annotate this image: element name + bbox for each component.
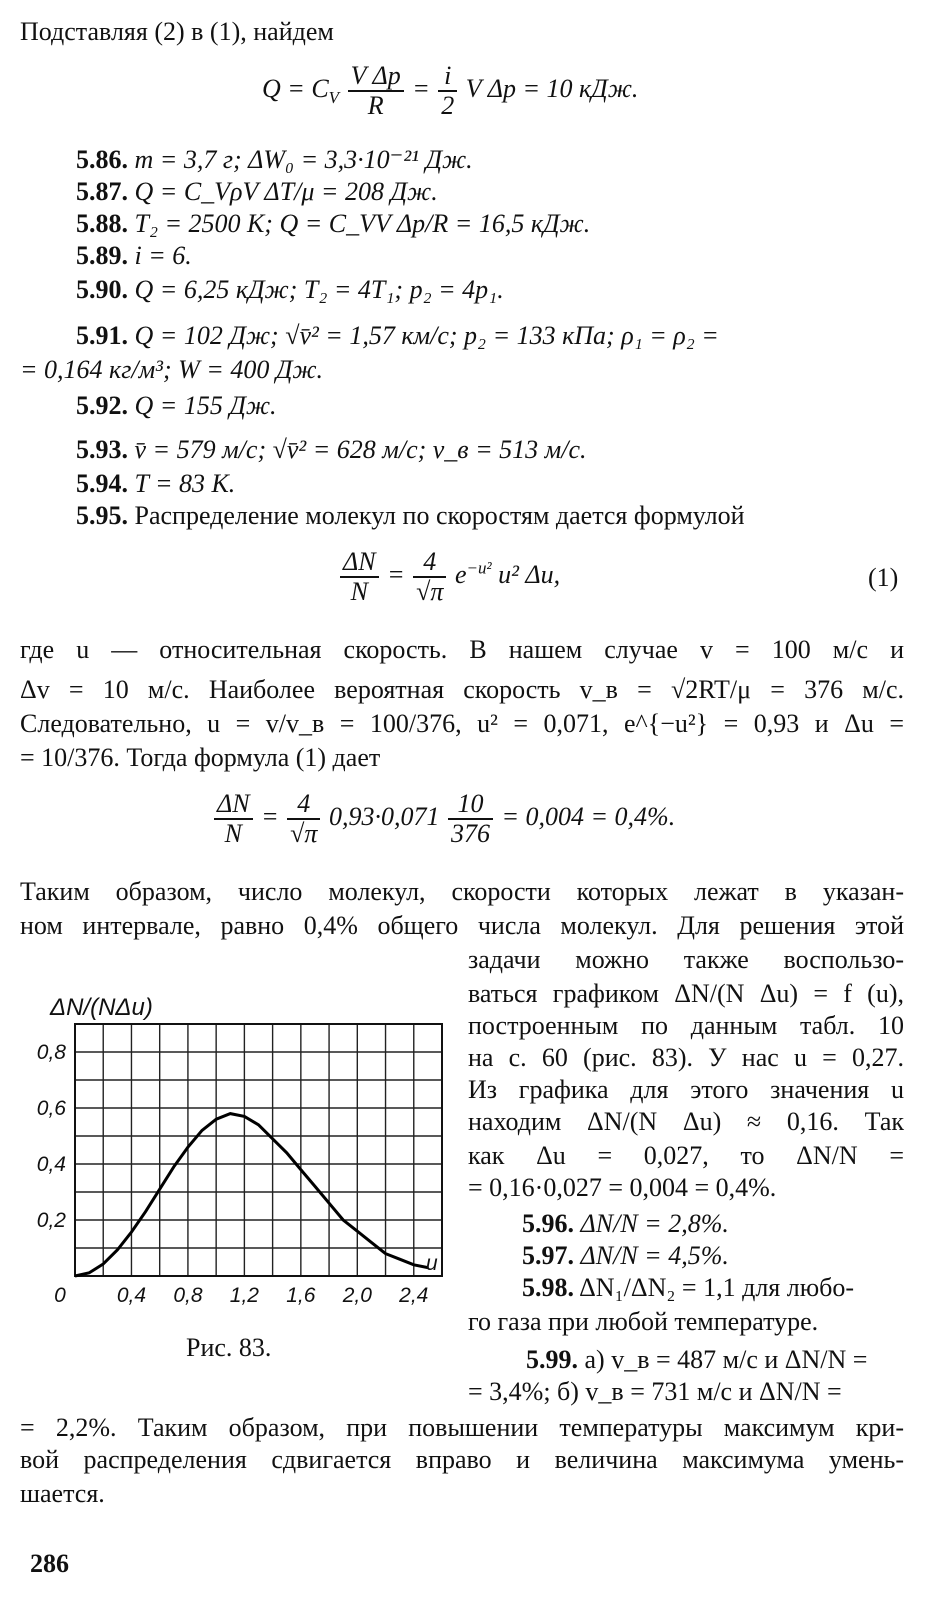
right-line-6: находим ΔN/(N Δu) ≈ 0,16. Так <box>468 1107 904 1136</box>
answer-text: Q = 155 Дж. <box>134 391 277 420</box>
answer-number: 5.90. <box>76 275 128 304</box>
equation-2: $\frac{\Delta N}{N}$ = $\frac{4}{√\pi}$ 0,93·0,071 $\frac{10}{376}$ = 0,004 = 0,4%. <box>212 790 675 848</box>
answer-5-94 <box>76 468 235 500</box>
answer-5-92 <box>76 390 277 422</box>
y-tick-label: 0,6 <box>36 1097 66 1120</box>
right-line-8: = 0,16·0,027 = 0,004 = 0,4%. <box>468 1173 777 1202</box>
answer-number: 5.87. <box>76 177 128 206</box>
answer-5-88 <box>76 208 590 240</box>
answer-5-91-cont: = 0,164 кг/м³; W = 400 Дж. <box>20 355 324 384</box>
eq2-lhs <box>214 790 253 848</box>
eq-lhs-sub: V <box>328 88 340 108</box>
eq2-rhs: = 0,004 = 0,4%. <box>501 801 676 831</box>
eq1-exp-base: e <box>454 559 467 589</box>
x-tick-label: 0 <box>54 1284 66 1307</box>
answer-text: m = 3,7 г; ΔW₀ = 3,3·10⁻²¹ Дж. <box>134 145 473 174</box>
eq1-lhs <box>340 548 379 606</box>
answer-text: Q = 102 Дж; √v̄² = 1,57 км/с; p₂ = 133 кПа; ρ₁ = ρ₂ = <box>134 321 719 350</box>
x-tick-label: 2,0 <box>342 1284 372 1307</box>
answer-5-95 <box>76 500 745 532</box>
y-tick-label: 0,8 <box>36 1041 66 1064</box>
answer-5-87 <box>76 176 438 208</box>
right-line-9: го газа при любой температуре. <box>468 1307 819 1336</box>
answer-text: T₂ = 2500 К; Q = C_VV Δp/R = 16,5 кДж. <box>134 209 591 238</box>
eq-frac-1-den: R <box>367 91 384 120</box>
right-line-7: как Δu = 0,027, то ΔN/N = <box>468 1141 904 1170</box>
y-tick-label: 0,2 <box>36 1209 66 1232</box>
answer-number: 5.88. <box>76 209 128 238</box>
eq2-coef-num: 4 <box>287 790 320 820</box>
equation-q <box>262 62 638 120</box>
eq-rhs: V Δp = 10 кДж. <box>465 73 639 103</box>
equation-1-tag: (1) <box>868 563 899 592</box>
answer-5-97 <box>522 1240 729 1272</box>
answer-5-89 <box>76 240 192 272</box>
distribution-curve <box>75 1114 428 1276</box>
answer-number: 5.86. <box>76 145 128 174</box>
chart-y-label: ΔN/(NΔu) <box>50 994 153 1021</box>
answer-5-98 <box>522 1272 854 1304</box>
answer-5-86 <box>76 144 473 176</box>
right-line-3: построенным по данным табл. 10 <box>468 1011 904 1040</box>
figure-caption: Рис. 83. <box>186 1333 272 1362</box>
eq1-lhs-den: N <box>350 577 368 606</box>
eq1-coef-num: 4 <box>413 548 446 578</box>
eq2-frac-den: 376 <box>450 819 490 848</box>
eq1-lhs-num: ΔN <box>340 548 379 578</box>
right-line-5: Из графика для этого значения u <box>468 1075 904 1104</box>
para3-line3: шается. <box>20 1479 105 1508</box>
eq-equals: = <box>412 73 430 103</box>
y-tick-label: 0,4 <box>36 1153 66 1176</box>
eq-frac-2-den: 2 <box>441 91 455 120</box>
eq2-lhs-den: N <box>224 819 242 848</box>
eq2-lhs-num: ΔN <box>214 790 253 820</box>
answer-text: а) v_в = 487 м/с и ΔN/N = <box>584 1345 868 1374</box>
answer-number: 5.92. <box>76 391 128 420</box>
equation-1: $\frac{\Delta N}{N}$ = $\frac{4}{√\pi}$ $e^{-u^2}$ u² Δu, <box>338 548 560 606</box>
eq-lhs: Q = C <box>262 73 329 103</box>
eq2-frac-num: 10 <box>448 790 493 820</box>
eq1-coef-den: √π <box>416 577 444 606</box>
answer-5-99-cont: = 3,4%; б) v_в = 731 м/с и ΔN/N = <box>468 1377 842 1406</box>
x-tick-label: 2,4 <box>399 1284 429 1307</box>
answer-number: 5.91. <box>76 321 128 350</box>
intro-line: Подставляя (2) в (1), найдем <box>20 17 334 46</box>
para3-line1: = 2,2%. Таким образом, при повышении температуры максимум кри- <box>20 1413 904 1442</box>
eq2-coef <box>287 790 320 848</box>
answer-number: 5.98. <box>522 1273 574 1302</box>
answer-text: ΔN/N = 4,5%. <box>580 1241 729 1270</box>
para3-line2: вой распределения сдвигается вправо и величина максимума умень- <box>20 1445 904 1474</box>
eq2-frac <box>448 790 493 848</box>
eq-frac-1 <box>348 62 404 120</box>
x-tick-label: 0,8 <box>173 1284 203 1307</box>
answer-number: 5.95. <box>76 501 128 530</box>
answer-number: 5.93. <box>76 435 128 464</box>
right-line-1: задачи можно также воспользо- <box>468 945 904 974</box>
answer-5-96 <box>522 1208 729 1240</box>
eq1-tail: u² Δu, <box>498 559 561 589</box>
answer-number: 5.89. <box>76 241 128 270</box>
x-tick-label: 1,2 <box>229 1284 259 1307</box>
eq2-mid: 0,93·0,071 <box>328 801 440 831</box>
answer-text: v̄ = 579 м/с; √v̄² = 628 м/с; v_в = 513 м/с. <box>134 435 587 464</box>
answer-number: 5.97. <box>522 1241 574 1270</box>
answer-5-91 <box>76 320 719 352</box>
plot-frame <box>75 1024 442 1276</box>
page-number: 286 <box>30 1549 69 1578</box>
eq-frac-2-num: i <box>438 62 457 92</box>
answer-5-90 <box>76 274 504 306</box>
eq2-coef-den: √π <box>290 819 318 848</box>
answer-number: 5.99. <box>526 1345 578 1374</box>
eq-frac-2 <box>438 62 457 120</box>
answer-text: ΔN₁/ΔN₂ = 1,1 для любо- <box>579 1273 855 1302</box>
right-line-4: на с. 60 (рис. 83). У нас u = 0,27. <box>468 1043 904 1072</box>
answer-5-93 <box>76 434 587 466</box>
para2-line1: Таким образом, число молекул, скорости которых лежат в указан- <box>20 877 904 906</box>
answer-text: Q = 6,25 кДж; T₂ = 4T₁; p₂ = 4p₁. <box>134 275 504 304</box>
x-axis-label: u <box>426 1252 438 1275</box>
answer-text: Q = C_VρV ΔT/μ = 208 Дж. <box>134 177 438 206</box>
answer-5-99 <box>526 1344 867 1376</box>
eq-frac-1-num: V Δp <box>348 62 404 92</box>
answer-number: 5.94. <box>76 469 128 498</box>
answer-text: ΔN/N = 2,8%. <box>580 1209 729 1238</box>
eq1-coef <box>413 548 446 606</box>
answer-number: 5.96. <box>522 1209 574 1238</box>
para1-line3: Следовательно, u = v/v_в = 100/376, u² = 0,071, e^{−u²} = 0,93 и Δu = <box>20 709 904 738</box>
x-tick-label: 0,4 <box>116 1284 147 1307</box>
para1-line1: где u — относительная скорость. В нашем случае v = 100 м/с и <box>20 635 904 664</box>
answer-text: T = 83 К. <box>134 469 236 498</box>
x-tick-label: 1,6 <box>286 1284 316 1307</box>
right-line-2: ваться графиком ΔN/(N Δu) = f (u), <box>468 979 904 1008</box>
para1-line2: Δv = 10 м/с. Наиболее вероятная скорость v_в = √2RT/μ = 376 м/с. <box>20 675 904 704</box>
eq1-exp-power: −u² <box>466 558 492 578</box>
para1-line4: = 10/376. Тогда формула (1) дает <box>20 743 381 772</box>
para2-line2: ном интервале, равно 0,4% общего числа молекул. Для решения этой <box>20 911 904 940</box>
answer-text: i = 6. <box>134 241 192 270</box>
answer-text: Распределение молекул по скоростям дается формулой <box>134 501 745 530</box>
